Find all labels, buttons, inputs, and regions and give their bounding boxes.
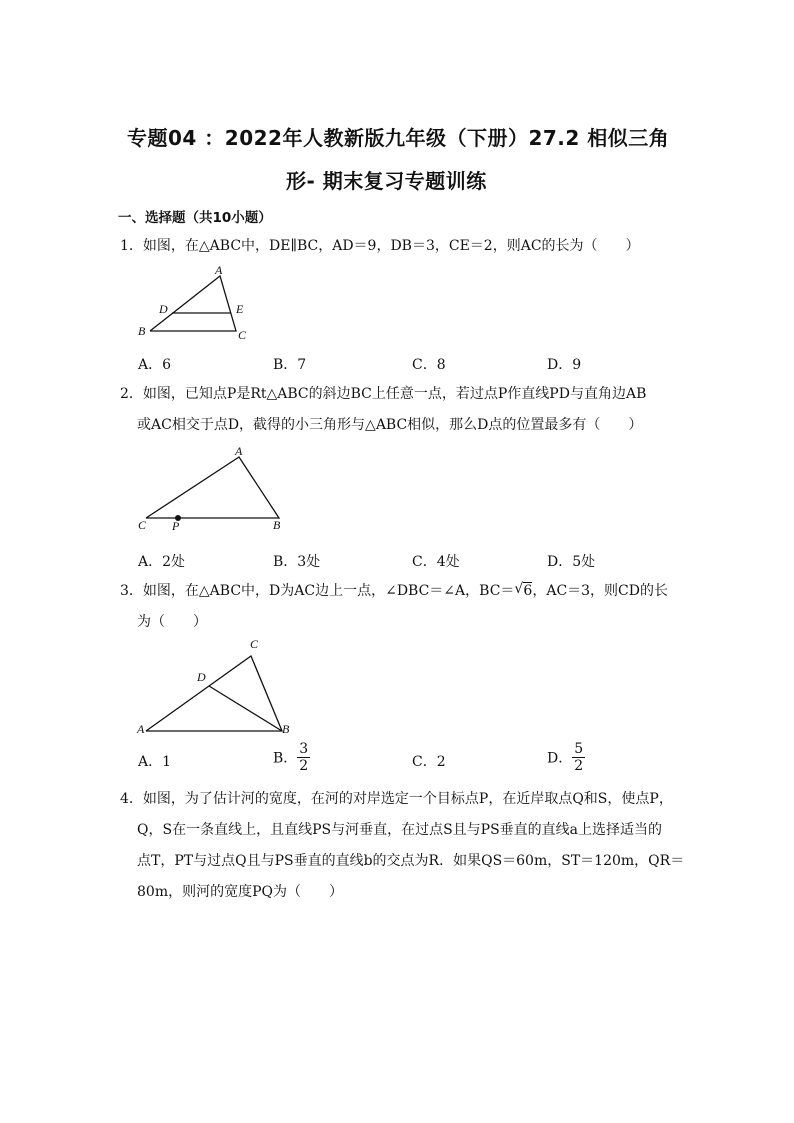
q1-label-d: D — [159, 302, 168, 316]
fraction-3-2 — [297, 742, 310, 773]
question-1-text: 1．如图，在△ABC中，DE∥BC，AD＝9，DB＝3，CE＝2，则AC的长为（ ） — [120, 238, 640, 254]
question-2-text-line-2: 或AC相交于点D，截得的小三角形与△ABC相似，那么D点的位置最多有（ ） — [137, 417, 643, 433]
q1-label-c: C — [238, 328, 247, 342]
q3-label-c: C — [250, 637, 259, 651]
q3-label-d: D — [197, 670, 206, 684]
segment-db — [209, 686, 282, 731]
q3-text-pre: 3．如图，在△ABC中，D为AC边上一点，∠DBC＝∠A，BC＝ — [120, 583, 515, 599]
q3-label-b: B — [282, 722, 290, 736]
section-header: 一、选择题（共10小题） — [118, 210, 272, 226]
q1-label-b: B — [138, 324, 146, 338]
q2-option-b[interactable]: B．3处 — [273, 554, 321, 570]
question-4-text-line-4: 80m，则河的宽度PQ为（ ） — [137, 884, 343, 900]
question-4-text-line-1: 4．如图，为了估计河的宽度，在河的对岸选定一个目标点P，在近岸取点Q和S，使点P， — [120, 791, 673, 807]
question-3-text-line-2: 为（ ） — [137, 614, 207, 630]
sqrt-radicand: 6 — [523, 583, 533, 599]
q3-option-d-prefix: D． — [547, 750, 573, 767]
fraction-5-2 — [572, 742, 585, 773]
q3-option-a[interactable]: A．1 — [138, 754, 172, 770]
q1-option-b[interactable]: B．7 — [273, 357, 307, 373]
q2-option-d[interactable]: D．5处 — [547, 554, 596, 570]
fraction-denominator: 2 — [574, 758, 584, 774]
q2-option-c[interactable]: C．4处 — [412, 554, 460, 570]
question-4-text-line-3: 点T，PT与过点Q且与PS垂直的直线b的交点为R．如果QS＝60m，ST＝120m，QR＝ — [137, 853, 685, 869]
q2-label-c: C — [138, 518, 147, 532]
fraction-numerator: 3 — [299, 741, 309, 757]
q1-option-d[interactable]: D．9 — [547, 357, 582, 373]
q2-option-a[interactable]: A．2处 — [138, 554, 186, 570]
q1-label-e: E — [236, 302, 244, 316]
q3-option-b-prefix: B． — [273, 750, 298, 767]
sqrt-icon: √ — [514, 581, 524, 597]
q3-option-b[interactable] — [273, 742, 310, 773]
q1-option-a[interactable]: A．6 — [138, 357, 172, 373]
triangle-abc-q3 — [146, 656, 282, 731]
q3-option-c[interactable]: C．2 — [412, 754, 446, 770]
q1-option-c[interactable]: C．8 — [412, 357, 446, 373]
fraction-denominator: 2 — [299, 758, 309, 774]
question-4-text-line-2: Q，S在一条直线上，且直线PS与河垂直，在过点S且与PS垂直的直线a上选择适当的 — [137, 822, 663, 838]
fraction-numerator: 5 — [574, 741, 584, 757]
q2-label-b: B — [273, 518, 281, 532]
page-title-line-2: 形- 期末复习专题训练 — [286, 169, 487, 193]
q3-text-post: ，AC＝3，则CD的长 — [532, 583, 668, 599]
q3-label-a: A — [137, 722, 145, 736]
q3-option-d[interactable] — [547, 742, 585, 773]
q2-label-a: A — [235, 444, 243, 458]
page-title-line-1: 专题04 ：2022年人教新版九年级（下册）27.2 相似三角 — [127, 126, 670, 150]
q2-label-p: P — [172, 519, 180, 533]
q1-label-a: A — [215, 263, 223, 277]
question-2-text-line-1: 2．如图，已知点P是Rt△ABC的斜边BC上任意一点，若过点P作直线PD与直角边AB — [120, 386, 647, 402]
